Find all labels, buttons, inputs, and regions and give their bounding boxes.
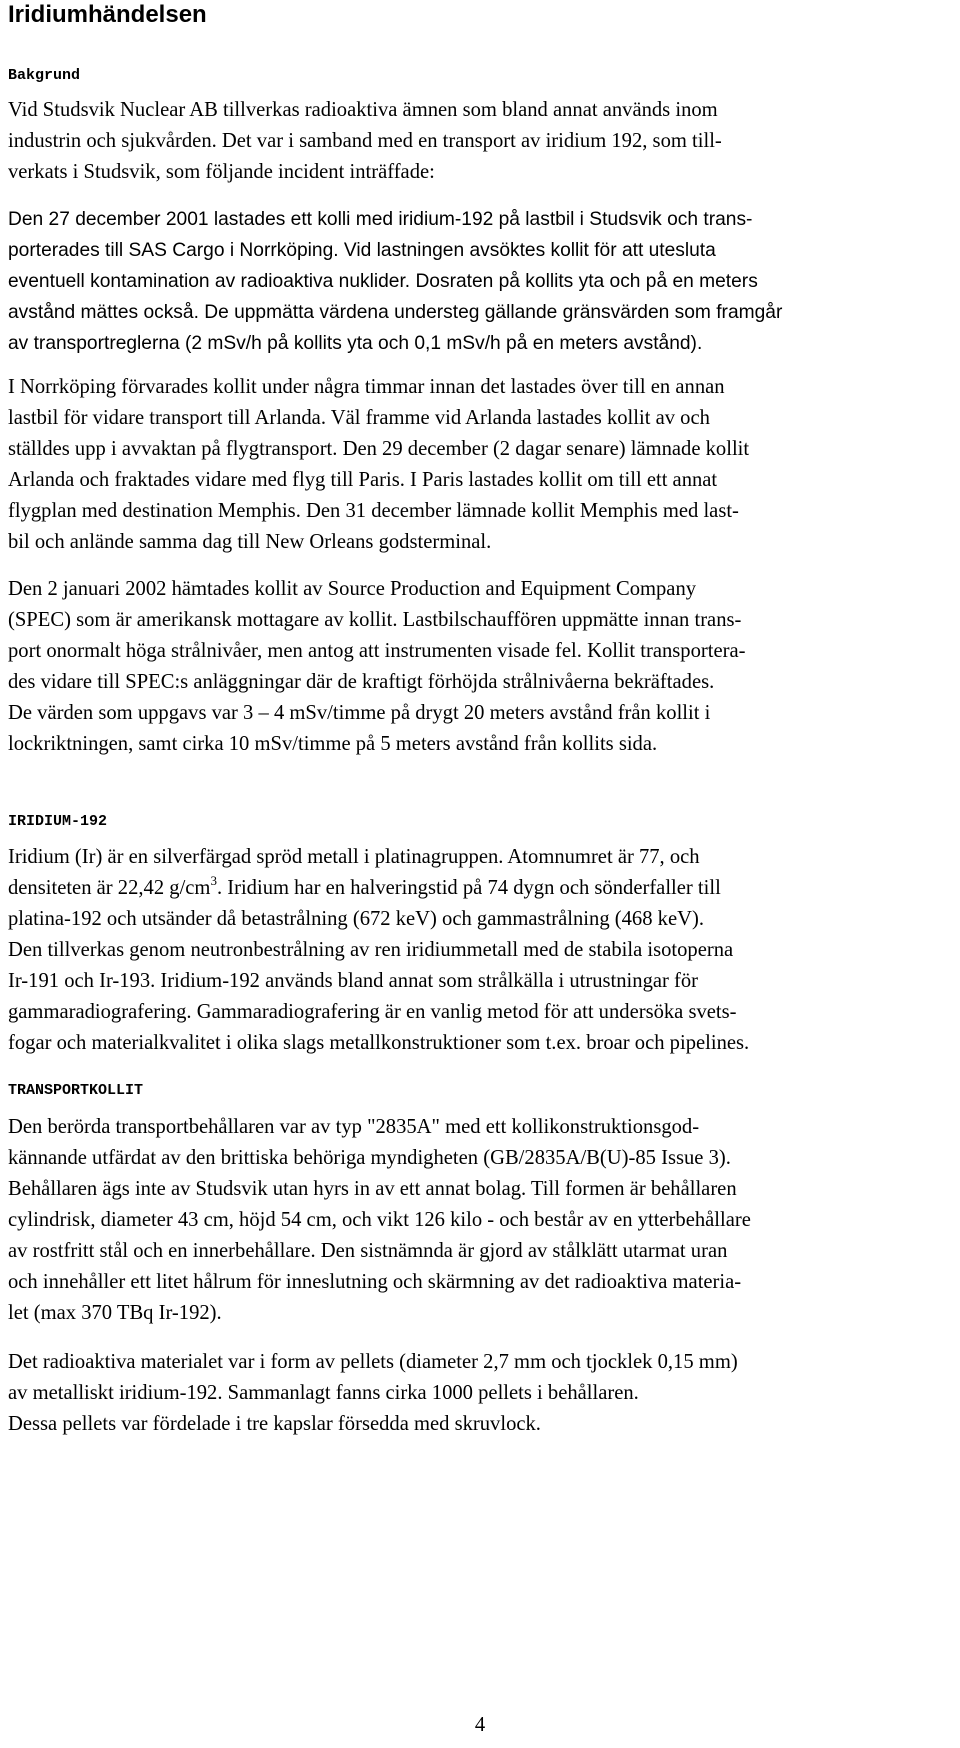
text-line: ställdes upp i avvaktan på flygtransport. Den 29 december (2 dagar senare) lämnade kollit: [8, 438, 750, 460]
text-line: av metalliskt iridium-192. Sammanlagt fanns cirka 1000 pellets i behållaren.: [8, 1382, 639, 1404]
paragraph-transportkollit: [8, 1112, 958, 1329]
text-line-density: [8, 873, 958, 904]
text-line: av transportreglerna (2 mSv/h på kollits yta och 0,1 mSv/h på en meters avstånd).: [8, 333, 703, 354]
text-line: Behållaren ägs inte av Studsvik utan hyrs in av ett annat bolag. Till formen är behållaren: [8, 1178, 737, 1200]
section-heading-iridium: IRIDIUM-192: [8, 813, 108, 830]
text-line: Den tillverkas genom neutronbestrålning av ren iridiummetall med de stabila isotoperna: [8, 939, 734, 961]
text-line: Vid Studsvik Nuclear AB tillverkas radioaktiva ämnen som bland annat används inom: [8, 99, 718, 121]
text-line: av rostfritt stål och en innerbehållare. Den sistnämnda är gjord av stålklätt utarmat uran: [8, 1240, 728, 1262]
halflife-text: . Iridium har en halveringstid på 74 dygn och sönderfaller till: [216, 877, 721, 899]
text-line: och innehåller ett litet hålrum för inneslutning och skärmning av det radioaktiva materia-: [8, 1271, 742, 1293]
paragraph-bakgrund-intro: [8, 95, 958, 188]
paragraph-iridium: [8, 842, 958, 1059]
text-line: Ir-191 och Ir-193. Iridium-192 används bland annat som strålkälla i utrustningar för: [8, 970, 699, 992]
text-line: Den berörda transportbehållaren var av typ "2835A" med ett kollikonstruktionsgod-: [8, 1116, 700, 1138]
text-line: des vidare till SPEC:s anläggningar där de kraftigt förhöjda strålnivåerna bekräftades.: [8, 671, 715, 693]
page-number: 4: [474, 1714, 486, 1736]
text-line: platina-192 och utsänder då betastrålning (672 keV) och gammastrålning (468 keV).: [8, 908, 704, 930]
text-line: fogar och materialkvalitet i olika slags metallkonstruktioner som t.ex. broar och pipelines.: [8, 1032, 750, 1054]
paragraph-transport-start: [8, 204, 958, 359]
text-line: Den 2 januari 2002 hämtades kollit av Source Production and Equipment Company: [8, 578, 697, 600]
text-line: eventuell kontamination av radioaktiva nuklider. Dosraten på kollits yta och på en meters: [8, 271, 758, 292]
text-line: lastbil för vidare transport till Arlanda. Väl framme vid Arlanda lastades kollit av och: [8, 407, 710, 429]
text-line: flygplan med destination Memphis. Den 31 december lämnade kollit Memphis med last-: [8, 500, 739, 522]
text-line: Iridium (Ir) är en silverfärgad spröd metall i platinagruppen. Atomnumret är 77, och: [8, 846, 700, 868]
text-line: porterades till SAS Cargo i Norrköping. Vid lastningen avsöktes kollit för att utesluta: [8, 240, 716, 261]
density-text: densiteten är 22,42 g/cm: [8, 877, 211, 899]
text-line: port onormalt höga strålnivåer, men antog att instrumenten visade fel. Kollit transportera-: [8, 640, 746, 662]
text-line: let (max 370 TBq Ir-192).: [8, 1302, 222, 1324]
paragraph-norrkoping: [8, 372, 958, 558]
text-line: verkats i Studsvik, som följande incident inträffade:: [8, 161, 435, 183]
text-line: avstånd mättes också. De uppmätta värdena understeg gällande gränsvärden som framgår: [8, 302, 783, 323]
text-line: cylindrisk, diameter 43 cm, höjd 54 cm, och vikt 126 kilo - och består av en ytterbehållare: [8, 1209, 751, 1231]
section-heading-bakgrund: Bakgrund: [8, 67, 81, 84]
text-line: I Norrköping förvarades kollit under några timmar innan det lastades över till en annan: [8, 376, 725, 398]
text-line: lockriktningen, samt cirka 10 mSv/timme på 5 meters avstånd från kollits sida.: [8, 733, 658, 755]
text-line: bil och anlände samma dag till New Orleans godsterminal.: [8, 531, 492, 553]
text-line: kännande utfärdat av den brittiska behöriga myndigheten (GB/2835A/B(U)-85 Issue 3).: [8, 1147, 731, 1169]
paragraph-spec: [8, 574, 958, 760]
text-line: Arlanda och fraktades vidare med flyg till Paris. I Paris lastades kollit om till ett annat: [8, 469, 718, 491]
text-line: De värden som uppgavs var 3 – 4 mSv/timme på drygt 20 meters avstånd från kollit i: [8, 702, 711, 724]
text-line: gammaradiografering. Gammaradiografering är en vanlig metod för att undersöka svets-: [8, 1001, 737, 1023]
text-line: (SPEC) som är amerikansk mottagare av kollit. Lastbilschauffören uppmätte innan trans-: [8, 609, 742, 631]
paragraph-pellets: [8, 1347, 958, 1440]
section-heading-transportkollit: TRANSPORTKOLLIT: [8, 1082, 144, 1099]
text-line: industrin och sjukvården. Det var i samband med en transport av iridium 192, som till-: [8, 130, 722, 152]
document-title: Iridiumhändelsen: [8, 1, 207, 28]
density-exponent: 3: [210, 873, 217, 888]
text-line: Dessa pellets var fördelade i tre kapslar försedda med skruvlock.: [8, 1413, 541, 1435]
text-line: Det radioaktiva materialet var i form av pellets (diameter 2,7 mm och tjocklek 0,15 mm): [8, 1351, 738, 1373]
text-line: Den 27 december 2001 lastades ett kolli med iridium-192 på lastbil i Studsvik och trans-: [8, 209, 753, 230]
